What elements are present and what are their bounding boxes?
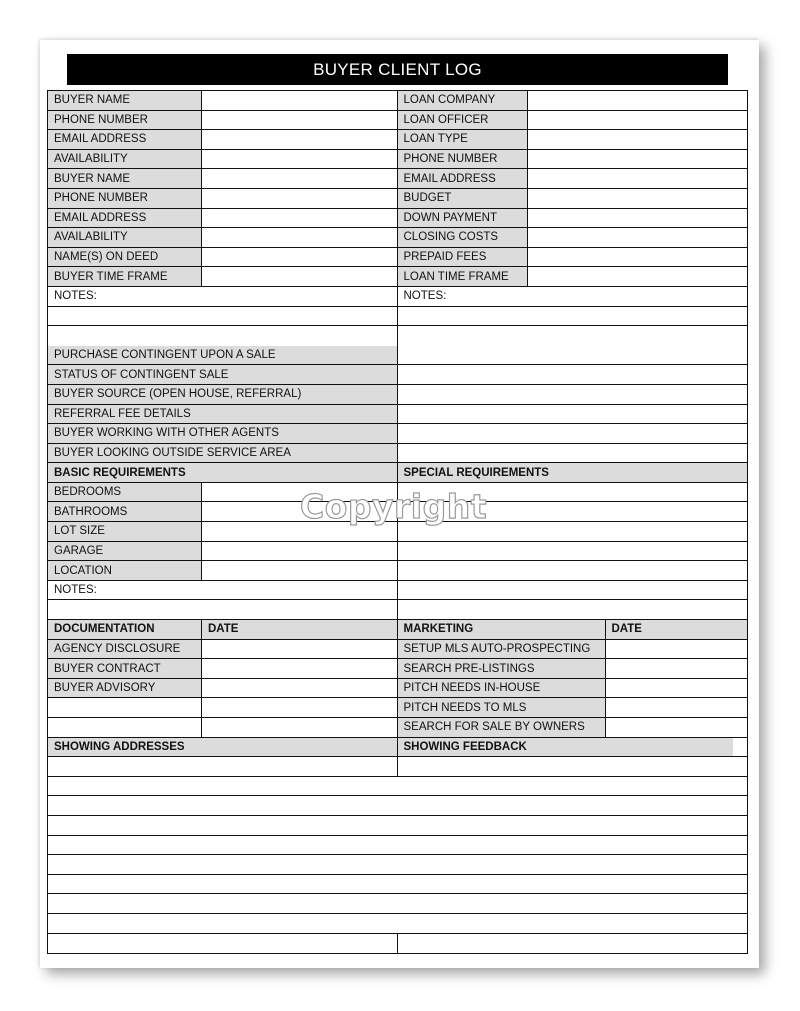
documentation-item: BUYER CONTRACT bbox=[48, 659, 202, 678]
notes-line[interactable] bbox=[48, 307, 747, 327]
field-label: PURCHASE CONTINGENT UPON A SALE bbox=[48, 346, 397, 365]
field-input[interactable] bbox=[202, 189, 397, 208]
field-input[interactable] bbox=[528, 267, 748, 286]
form-row bbox=[48, 169, 747, 189]
field-label: PHONE NUMBER bbox=[398, 150, 528, 169]
notes-line[interactable] bbox=[48, 326, 747, 346]
special-requirements-header: SPECIAL REQUIREMENTS bbox=[398, 463, 748, 482]
field-label: AVAILABILITY bbox=[48, 150, 202, 169]
field-label: BUYER WORKING WITH OTHER AGENTS bbox=[48, 424, 397, 443]
form-row bbox=[48, 189, 747, 209]
showing-line[interactable] bbox=[48, 894, 747, 914]
notes-label: NOTES: bbox=[54, 290, 97, 303]
field-label: EMAIL ADDRESS bbox=[48, 209, 202, 228]
field-input[interactable] bbox=[398, 444, 748, 463]
field-label: EMAIL ADDRESS bbox=[48, 130, 202, 149]
field-input[interactable] bbox=[202, 169, 397, 188]
form-row bbox=[48, 130, 747, 150]
field-input[interactable] bbox=[528, 248, 748, 267]
special-requirements-line[interactable] bbox=[398, 561, 748, 580]
showing-line[interactable] bbox=[48, 757, 747, 777]
field-input[interactable] bbox=[202, 91, 397, 110]
form-row bbox=[48, 91, 747, 111]
field-input[interactable] bbox=[528, 111, 748, 130]
date-input[interactable] bbox=[606, 659, 748, 678]
form-row bbox=[48, 640, 747, 660]
field-label: LOAN COMPANY bbox=[398, 91, 528, 110]
section-header-row bbox=[48, 738, 747, 758]
form-row bbox=[48, 424, 747, 444]
form-row bbox=[48, 248, 747, 268]
date-input[interactable] bbox=[202, 698, 397, 717]
showing-line[interactable] bbox=[48, 934, 747, 954]
form-row bbox=[48, 561, 747, 581]
documentation-item-blank[interactable] bbox=[48, 698, 202, 717]
showing-line[interactable] bbox=[48, 816, 747, 836]
field-input[interactable] bbox=[398, 405, 748, 424]
notes-label: NOTES: bbox=[54, 584, 97, 597]
notes-label: NOTES: bbox=[403, 290, 447, 303]
field-label: BUYER SOURCE (OPEN HOUSE, REFERRAL) bbox=[48, 385, 397, 404]
marketing-item: PITCH NEEDS TO MLS bbox=[398, 698, 606, 717]
marketing-item: SEARCH PRE-LISTINGS bbox=[398, 659, 606, 678]
field-label: BUYER NAME bbox=[48, 91, 202, 110]
field-input[interactable] bbox=[202, 228, 397, 247]
form-title: BUYER CLIENT LOG bbox=[67, 54, 728, 85]
field-input[interactable] bbox=[202, 150, 397, 169]
form-row bbox=[48, 385, 747, 405]
showing-addresses-header: SHOWING ADDRESSES bbox=[48, 738, 397, 757]
section-header-row bbox=[48, 620, 747, 640]
field-label: BUYER TIME FRAME bbox=[48, 267, 202, 286]
showing-line[interactable] bbox=[48, 914, 747, 934]
field-label: LOAN TYPE bbox=[398, 130, 528, 149]
field-label: CLOSING COSTS bbox=[398, 228, 528, 247]
date-input[interactable] bbox=[606, 718, 748, 737]
documentation-item-blank[interactable] bbox=[48, 718, 202, 737]
copyright-watermark: Copyright bbox=[300, 487, 487, 526]
field-label: BUYER NAME bbox=[48, 169, 202, 188]
field-input[interactable] bbox=[528, 150, 748, 169]
date-input[interactable] bbox=[202, 679, 397, 698]
date-input[interactable] bbox=[606, 640, 748, 659]
form-row bbox=[48, 698, 747, 718]
notes-line[interactable] bbox=[48, 600, 747, 620]
date-input[interactable] bbox=[202, 718, 397, 737]
field-input[interactable] bbox=[202, 267, 397, 286]
form-row bbox=[48, 542, 747, 562]
field-label: BUYER LOOKING OUTSIDE SERVICE AREA bbox=[48, 444, 397, 463]
field-input[interactable] bbox=[528, 189, 748, 208]
form-row bbox=[48, 209, 747, 229]
field-input[interactable] bbox=[528, 130, 748, 149]
marketing-date-header: DATE bbox=[606, 620, 748, 639]
marketing-item: PITCH NEEDS IN-HOUSE bbox=[398, 679, 606, 698]
field-input[interactable] bbox=[202, 561, 397, 580]
field-input[interactable] bbox=[398, 346, 748, 365]
field-input[interactable] bbox=[202, 111, 397, 130]
field-input[interactable] bbox=[528, 209, 748, 228]
field-label: PHONE NUMBER bbox=[48, 189, 202, 208]
showing-line[interactable] bbox=[48, 875, 747, 895]
form-row bbox=[48, 405, 747, 425]
date-input[interactable] bbox=[202, 659, 397, 678]
field-label: PREPAID FEES bbox=[398, 248, 528, 267]
field-label: LOCATION bbox=[48, 561, 202, 580]
field-input[interactable] bbox=[528, 228, 748, 247]
form-row bbox=[48, 267, 747, 287]
form-row bbox=[48, 718, 747, 738]
field-input[interactable] bbox=[202, 209, 397, 228]
field-input[interactable] bbox=[398, 424, 748, 443]
field-input[interactable] bbox=[202, 542, 397, 561]
form-row bbox=[48, 228, 747, 248]
documentation-header: DOCUMENTATION bbox=[48, 620, 202, 639]
field-label: LOAN OFFICER bbox=[398, 111, 528, 130]
date-input[interactable] bbox=[606, 698, 748, 717]
field-input[interactable] bbox=[528, 169, 748, 188]
notes-row bbox=[48, 287, 747, 307]
field-label: STATUS OF CONTINGENT SALE bbox=[48, 365, 397, 384]
documentation-item: BUYER ADVISORY bbox=[48, 679, 202, 698]
field-label: NAME(S) ON DEED bbox=[48, 248, 202, 267]
field-input[interactable] bbox=[528, 91, 748, 110]
documentation-date-header: DATE bbox=[202, 620, 397, 639]
field-input[interactable] bbox=[398, 365, 748, 384]
basic-requirements-header: BASIC REQUIREMENTS bbox=[48, 463, 397, 482]
field-label: GARAGE bbox=[48, 542, 202, 561]
marketing-item: SETUP MLS AUTO-PROSPECTING bbox=[398, 640, 606, 659]
field-label: REFERRAL FEE DETAILS bbox=[48, 405, 397, 424]
notes-row bbox=[48, 581, 747, 601]
field-label: DOWN PAYMENT bbox=[398, 209, 528, 228]
field-label: AVAILABILITY bbox=[48, 228, 202, 247]
date-input[interactable] bbox=[606, 679, 748, 698]
field-label: BEDROOMS bbox=[48, 483, 202, 502]
form-row bbox=[48, 111, 747, 131]
field-input[interactable] bbox=[202, 248, 397, 267]
form-row bbox=[48, 150, 747, 170]
field-input[interactable] bbox=[398, 385, 748, 404]
field-label: LOAN TIME FRAME bbox=[398, 267, 528, 286]
special-requirements-line[interactable] bbox=[398, 581, 748, 600]
form-row bbox=[48, 346, 747, 366]
field-input[interactable] bbox=[202, 130, 397, 149]
marketing-header: MARKETING bbox=[398, 620, 606, 639]
date-input[interactable] bbox=[202, 640, 397, 659]
showing-line[interactable] bbox=[48, 855, 747, 875]
special-requirements-line[interactable] bbox=[398, 542, 748, 561]
marketing-item: SEARCH FOR SALE BY OWNERS bbox=[398, 718, 606, 737]
form-row bbox=[48, 679, 747, 699]
form-row bbox=[48, 444, 747, 464]
field-label: BATHROOMS bbox=[48, 502, 202, 521]
showing-line[interactable] bbox=[48, 796, 747, 816]
showing-feedback-header: SHOWING FEEDBACK bbox=[398, 738, 734, 757]
form-row bbox=[48, 659, 747, 679]
section-header-row bbox=[48, 463, 747, 483]
field-label: PHONE NUMBER bbox=[48, 111, 202, 130]
field-label: BUDGET bbox=[398, 189, 528, 208]
showing-line[interactable] bbox=[48, 777, 747, 797]
showing-line[interactable] bbox=[48, 836, 747, 856]
form-row bbox=[48, 365, 747, 385]
field-label: EMAIL ADDRESS bbox=[398, 169, 528, 188]
field-label: LOT SIZE bbox=[48, 522, 202, 541]
documentation-item: AGENCY DISCLOSURE bbox=[48, 640, 202, 659]
